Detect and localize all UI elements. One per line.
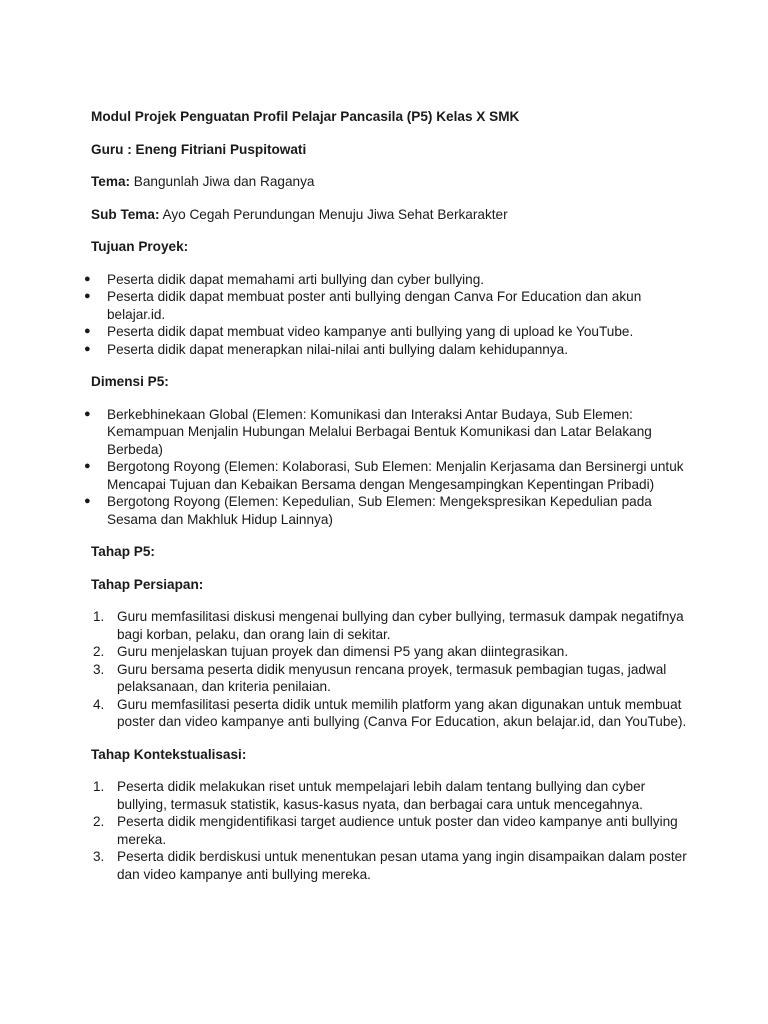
number-marker: 2. (93, 644, 105, 659)
list-item: 2. Guru menjelaskan tujuan proyek dan dimensi P5 yang akan diintegrasikan. (93, 644, 569, 659)
bullet-marker: ● (84, 290, 91, 302)
document-title: Modul Projek Penguatan Profil Pelajar Pancasila (P5) Kelas X SMK (91, 109, 520, 124)
bullet-marker: ● (84, 272, 91, 285)
tujuan-heading: Tujuan Proyek: (91, 239, 189, 254)
tujuan-list (84, 271, 688, 359)
number-marker: 3. (93, 661, 105, 677)
list-item: ● Bergotong Royong (Elemen: Kepedulian, Sub Elemen: Mengekspresikan Kepedulian pada Sesama dan Makhluk Hidup Lainnya) (84, 494, 652, 527)
theme-line (91, 173, 688, 191)
bullet-marker: ● (84, 407, 91, 420)
list-item: 4. Guru memfasilitasi peserta didik untuk memilih platform yang akan digunakan untuk membuat poster dan video kampanye anti bullying (Canva For Education, akun belajar.id, dan YouTube). (93, 696, 687, 729)
list-item: 3. Guru bersama peserta didik menyusun rencana proyek, termasuk pembagian tugas, jadwal pelaksanaan, dan kriteria penilaian. (93, 661, 667, 694)
tahap-heading: Tahap P5: (91, 544, 155, 559)
list-item: ● Peserta didik dapat membuat video kampanye anti bullying yang di upload ke YouTube. (84, 324, 634, 339)
kontekstualisasi-heading: Tahap Kontekstualisasi: (91, 746, 247, 762)
list-item: 1. Peserta didik melakukan riset untuk mempelajari lebih dalam tentang bullying dan cyber bullying, termasuk statistik, kasus-kasus nyata, dan berbagai cara untuk mencegahnya. (93, 779, 646, 812)
bullet-marker: ● (84, 495, 91, 507)
subtheme-line (91, 206, 688, 224)
persiapan-heading: Tahap Persiapan: (91, 576, 204, 592)
number-marker: 1. (93, 609, 105, 624)
list-item: ● Bergotong Royong (Elemen: Kolaborasi, Sub Elemen: Menjalin Kerjasama dan Bersinergi untuk Mencapai Tujuan dan Kebaikan Bersama dengan Mengesampingkan Kepentingan Pribadi) (84, 459, 684, 492)
number-marker: 1. (93, 779, 105, 794)
bullet-marker: ● (84, 342, 91, 355)
list-item: ● Peserta didik dapat memahami arti bullying dan cyber bullying. (84, 271, 485, 287)
subtheme-value: Ayo Cegah Perundungan Menuju Jiwa Sehat Berkarakter (159, 206, 508, 222)
theme-value: Bangunlah Jiwa dan Raganya (130, 174, 315, 189)
list-item: ● Berkebhinekaan Global (Elemen: Komunikasi dan Interaksi Antar Budaya, Sub Elemen: Kemampuan Menjalin Hubungan Melalui Berbagai Bentuk Komunikasi dan Latar Belakang Berbeda) (84, 406, 652, 457)
bullet-marker: ● (84, 460, 91, 472)
number-marker: 2. (93, 814, 105, 829)
list-item: 2. Peserta didik mengidentifikasi target audience untuk poster dan video kampanye anti bullying mereka. (93, 814, 678, 847)
list-item: 1. Guru memfasilitasi diskusi mengenai bullying dan cyber bullying, termasuk dampak negatifnya bagi korban, pelaku, dan orang lain di sekitar. (93, 609, 684, 642)
list-item: ● Peserta didik dapat menerapkan nilai-nilai anti bullying dalam kehidupannya. (84, 341, 568, 357)
number-marker: 3. (93, 849, 105, 864)
subtheme-label: Sub Tema: (91, 206, 160, 222)
list-item: ● Peserta didik dapat membuat poster anti bullying dengan Canva For Education dan akun belajar.id. (84, 289, 642, 322)
number-marker: 4. (93, 696, 105, 712)
teacher-name: Guru : Eneng Fitriani Puspitowati (91, 141, 307, 157)
list-item: 3. Peserta didik berdiskusi untuk menentukan pesan utama yang ingin disampaikan dalam poster dan video kampanye anti bullying mereka. (93, 849, 687, 882)
persiapan-list (91, 608, 688, 731)
bullet-marker: ● (84, 325, 91, 337)
dimensi-heading: Dimensi P5: (91, 374, 169, 389)
dimensi-list (84, 406, 688, 529)
theme-label: Tema: (91, 174, 131, 189)
kontekstualisasi-list (91, 778, 688, 883)
